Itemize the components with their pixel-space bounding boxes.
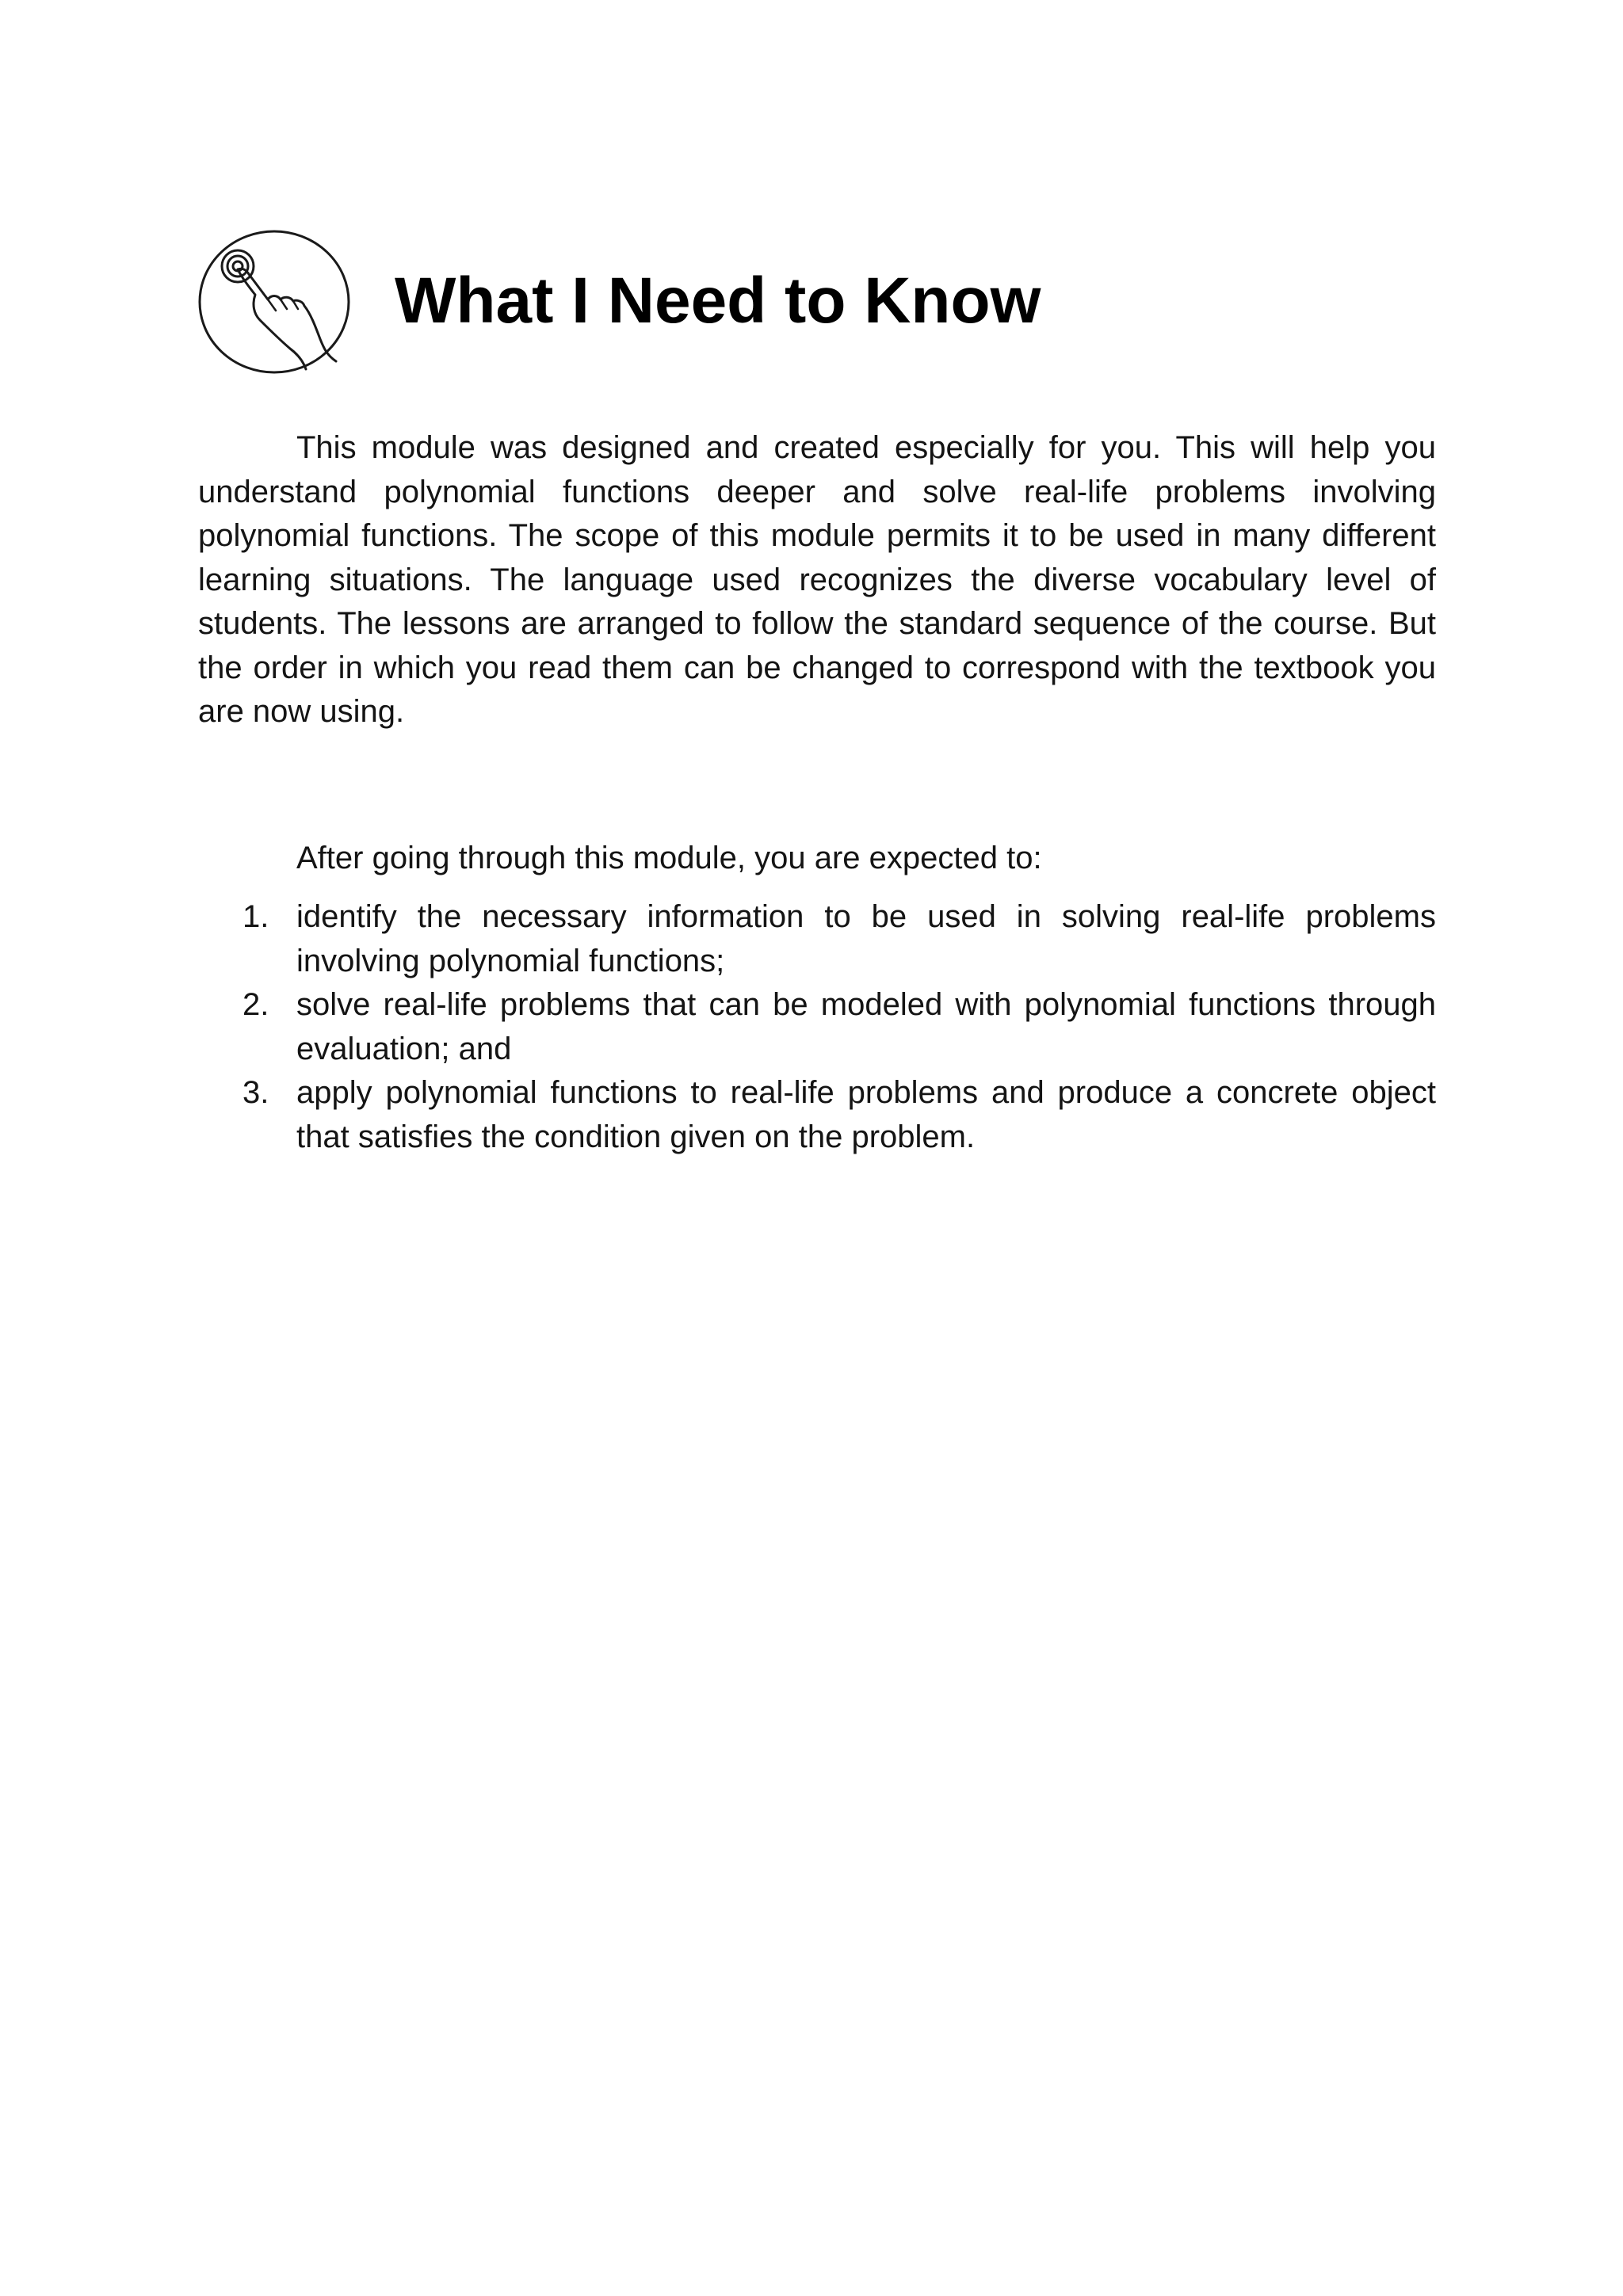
- list-item-text: solve real-life problems that can be modeled with polynomial functions through evaluation; and: [296, 987, 1436, 1066]
- objectives-lead: After going through this module, you are expected to:: [296, 841, 1042, 875]
- list-item-text: identify the necessary information to be used in solving real-life problems involving polynomial functions;: [296, 899, 1436, 978]
- section-header: [197, 227, 352, 377]
- list-item-number: 2.: [242, 987, 269, 1022]
- list-item: [198, 1071, 1436, 1159]
- hand-pointing-touch-icon: [197, 228, 352, 376]
- list-item: [198, 895, 1436, 983]
- list-item: [198, 983, 1436, 1071]
- intro-paragraph: This module was designed and created especially for you. This will help you understand polynomial functions deeper and solve real-life problems involving polynomial functions. The scope of this module permits it to be used in many different learning situations. The language used recognizes the diverse vocabulary level of students. The lessons are arranged to follow the standard sequence of the course. But the order in which you read them can be changed to correspond with the textbook you are now using.: [198, 430, 1436, 729]
- list-item-text: apply polynomial functions to real-life problems and produce a concrete object that satisfies the condition given on the problem.: [296, 1075, 1436, 1154]
- list-item-number: 1.: [242, 899, 269, 934]
- objectives-list: [198, 895, 1436, 1159]
- page-title: What I Need to Know: [395, 265, 1041, 337]
- list-item-number: 3.: [242, 1075, 269, 1110]
